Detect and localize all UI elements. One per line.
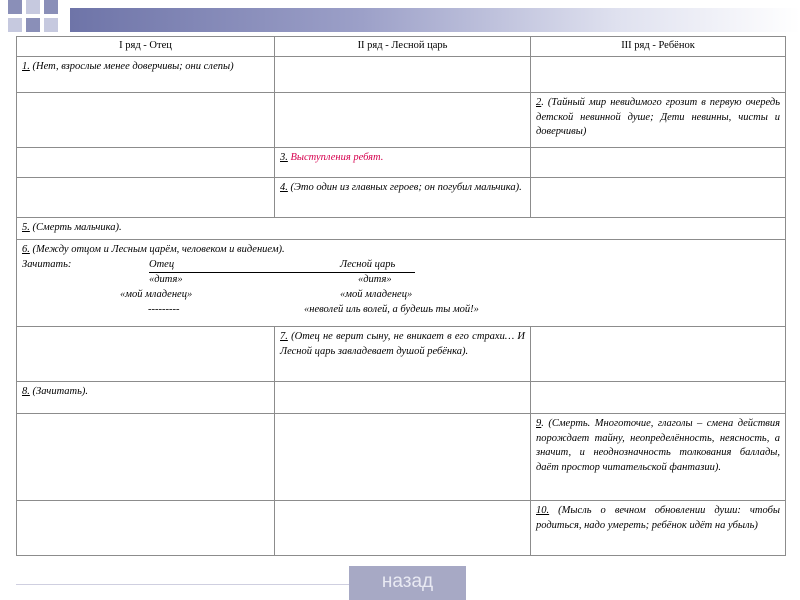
table-cell <box>531 501 786 556</box>
ballad-table <box>16 36 786 556</box>
cell-text: (Между отцом и Лесным царём, человеком и видением). <box>29 244 285 255</box>
table-cell <box>531 148 786 178</box>
father-quote: «мой младенец» <box>120 289 193 300</box>
table-cell <box>17 148 275 178</box>
table-cell <box>17 414 275 501</box>
table-cell <box>17 327 275 382</box>
row-number: 4. <box>280 182 288 193</box>
table-row <box>17 57 786 93</box>
table-row <box>17 414 786 501</box>
row-number: 6. <box>22 244 30 255</box>
table-cell <box>17 240 786 327</box>
table-cell <box>531 382 786 414</box>
table-cell <box>275 414 531 501</box>
cell-text: (Мысль о вечном обновлении души: чтобы родиться, надо умереть; ребёнок идёт на убыль) <box>536 505 780 531</box>
table-cell <box>275 148 531 178</box>
table-cell <box>531 414 786 501</box>
decor-square <box>8 0 22 14</box>
table-cell <box>17 501 275 556</box>
table-cell <box>275 93 531 148</box>
table-cell <box>275 57 531 93</box>
king-label: Лесной царь <box>340 259 396 270</box>
cell-text: (Смерть мальчика). <box>29 222 122 233</box>
table-cell <box>17 218 786 240</box>
table-cell <box>275 501 531 556</box>
table-row <box>17 218 786 240</box>
table-cell <box>275 178 531 218</box>
king-quote: «дитя» <box>358 274 392 285</box>
father-quote: «дитя» <box>149 274 183 285</box>
table-row <box>17 93 786 148</box>
cell-text: (Нет, взрослые менее доверчивы; они слепы) <box>29 61 234 72</box>
table-cell <box>531 57 786 93</box>
decor-square <box>44 0 58 14</box>
table-row <box>17 240 786 327</box>
row-number: 9 <box>536 418 542 429</box>
header-band <box>70 8 800 32</box>
table-cell <box>17 178 275 218</box>
table-row <box>17 382 786 414</box>
table-cell <box>531 327 786 382</box>
table-cell <box>17 57 275 93</box>
table-header-row <box>17 37 786 57</box>
table-cell <box>275 382 531 414</box>
table-cell <box>17 382 275 414</box>
cell-text: (Это один из главных героев; он погубил мальчика). <box>287 182 522 193</box>
cell-text: (Отец не верит сыну, не вникает в его страхи… И Лесной царь завладевает душой ребёнка). <box>280 331 525 357</box>
table-row <box>17 501 786 556</box>
row-number: 5. <box>22 222 30 233</box>
king-quote: «мой младенец» <box>340 289 413 300</box>
divider <box>16 584 349 585</box>
decor-square <box>26 0 40 14</box>
cell-text: . (Тайный мир невидимого грозит в первую очередь детской невинной душе; Дети невинны, чисты и доверчивы) <box>536 97 780 137</box>
row-number: 1. <box>22 61 30 72</box>
row-number: 3. <box>280 152 288 163</box>
table-cell <box>531 93 786 148</box>
table-cell <box>275 327 531 382</box>
row-number: 7. <box>280 331 288 342</box>
row-number: 8. <box>22 386 30 397</box>
back-button[interactable]: назад <box>349 566 466 600</box>
row-number: 2 <box>536 97 542 108</box>
cell-text: Выступления ребят. <box>287 152 384 163</box>
column-header: III ряд - Ребёнок <box>531 37 786 57</box>
read-label: Зачитать: <box>22 259 72 270</box>
row-number: 10. <box>536 505 550 516</box>
decor-square <box>26 18 40 32</box>
table-cell <box>17 93 275 148</box>
father-label: Отец <box>149 259 175 270</box>
father-quote: --------- <box>148 304 180 315</box>
cell-text: . (Смерть. Многоточие, глаголы – смена действия порождает тайну, неопределённость, неясность, а значит, и неоднозначность толкования баллады, даёт простор читательской фантазии). <box>536 418 780 473</box>
table-cell <box>531 178 786 218</box>
cell-text: (Зачитать). <box>29 386 89 397</box>
column-header: I ряд - Отец <box>17 37 275 57</box>
table-row <box>17 148 786 178</box>
decor-square <box>8 18 22 32</box>
column-header: II ряд - Лесной царь <box>275 37 531 57</box>
table-row <box>17 178 786 218</box>
king-quote: «неволей иль волей, а будешь ты мой!» <box>304 304 479 315</box>
table-row <box>17 327 786 382</box>
decor-square <box>44 18 58 32</box>
